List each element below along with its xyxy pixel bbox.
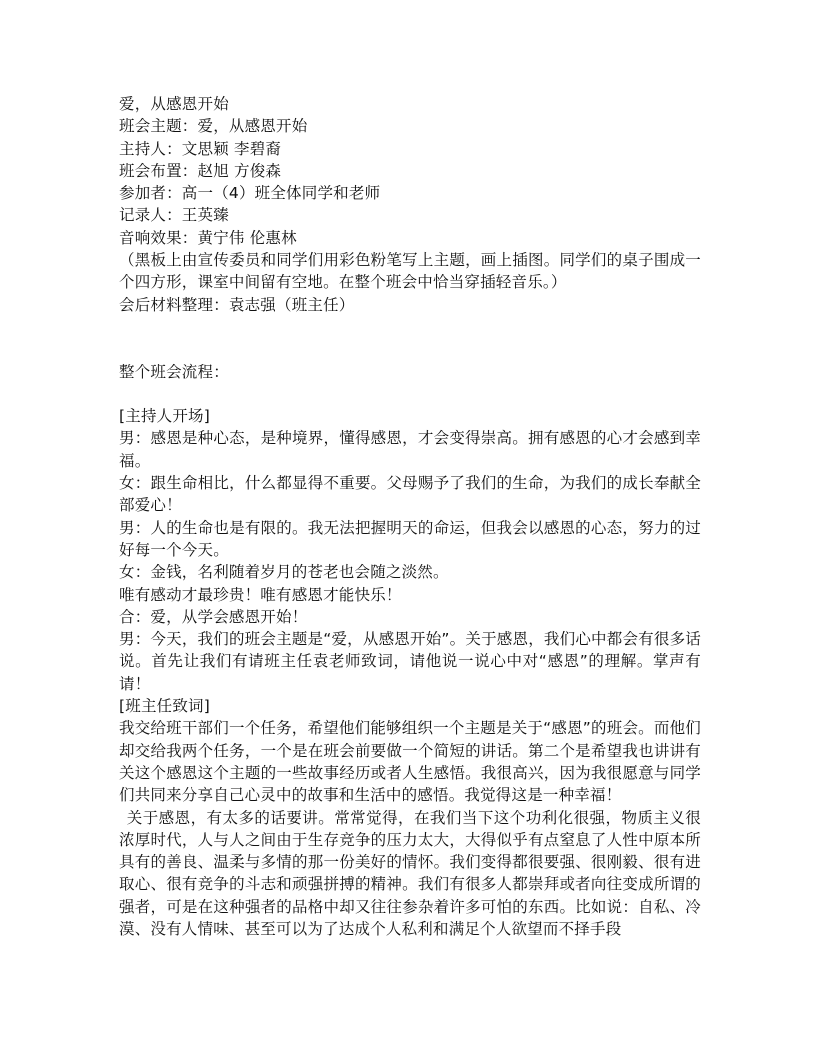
speech-paragraph: 关于感恩，有太多的话要讲。常常觉得，在我们当下这个功利化很强，物质主义很浓厚时代，人与人之间由于生存竞争的压力太大，大得似乎有点窒息了人性中原本所具有的善良、温柔与多情的那一份美好的情怀。我们变得都很要强、很刚毅、很有进取心、很有竞争的斗志和顽强拼搏的精神。我们有很多人都崇拜或者向往变成所谓的强者，可是在这种强者的品格中却又往往参杂着许多可怕的东西。比如说：自私、冷漠、没有人情味、甚至可以为了达成个人私利和满足个人欲望而不择手段 xyxy=(119,808,701,938)
setup-note: （黑板上由宣传委员和同学们用彩色粉笔写上主题，画上插图。同学们的桌子围成一个四方形，课室中间留有空地。在整个班会中恰当穿插轻音乐。） xyxy=(119,251,701,292)
meta-sound: 音响效果：黄宁伟 伦惠林 xyxy=(119,228,297,247)
spacer xyxy=(119,338,701,360)
spacer xyxy=(119,383,701,405)
section-heading-opening: [主持人开场] xyxy=(119,407,210,426)
dialogue-line: 男：人的生命也是有限的。我无法把握明天的命运，但我会以感恩的心态，努力的过好每一个今天。 xyxy=(119,518,701,559)
speech-paragraph: 我交给班干部们一个任务，希望他们能够组织一个主题是关于“感恩”的班会。而他们却交给我两个任务，一个是在班会前要做一个简短的讲话。第二个是希望我也讲讲有关这个感恩这个主题的一些故事经历或者人生感悟。我很高兴，因为我很愿意与同学们共同来分享自己心灵中的故事和生活中的感悟。我觉得这是一种幸福！ xyxy=(119,719,701,805)
meta-theme: 班会主题：爱，从感恩开始 xyxy=(119,117,308,136)
document-body xyxy=(119,93,701,940)
meta-organizer: 会后材料整理：袁志强（班主任） xyxy=(119,295,355,314)
meta-decoration: 班会布置：赵旭 方俊森 xyxy=(119,161,282,180)
dialogue-line: 唯有感动才最珍贵！唯有感恩才能快乐！ xyxy=(119,585,402,604)
document-title: 爱，从感恩开始 xyxy=(119,95,229,113)
dialogue-line: 女：金钱，名利随着岁月的苍老也会随之淡然。 xyxy=(119,563,449,582)
dialogue-line: 男：感恩是种心态，是种境界，懂得感恩，才会变得崇高。拥有感恩的心才会感到幸福。 xyxy=(119,429,701,470)
meta-recorder: 记录人：王英臻 xyxy=(119,206,229,225)
meta-hosts: 主持人：文思颖 李碧裔 xyxy=(119,139,282,158)
dialogue-line: 女：跟生命相比，什么都显得不重要。父母赐予了我们的生命，为我们的成长奉献全部爱心！ xyxy=(119,474,701,515)
dialogue-line: 合：爱，从学会感恩开始！ xyxy=(119,607,308,626)
section-heading-teacher-speech: [班主任致词] xyxy=(119,697,210,716)
meta-participants: 参加者：高一（4）班全体同学和老师 xyxy=(119,184,381,203)
dialogue-line: 男：今天，我们的班会主题是“爱，从感恩开始”。关于感恩，我们心中都会有很多话说。首先让我们有请班主任袁老师致词，请他说一说心中对“感恩”的理解。掌声有请！ xyxy=(119,630,701,693)
flow-heading: 整个班会流程： xyxy=(119,362,229,381)
spacer xyxy=(119,316,701,338)
